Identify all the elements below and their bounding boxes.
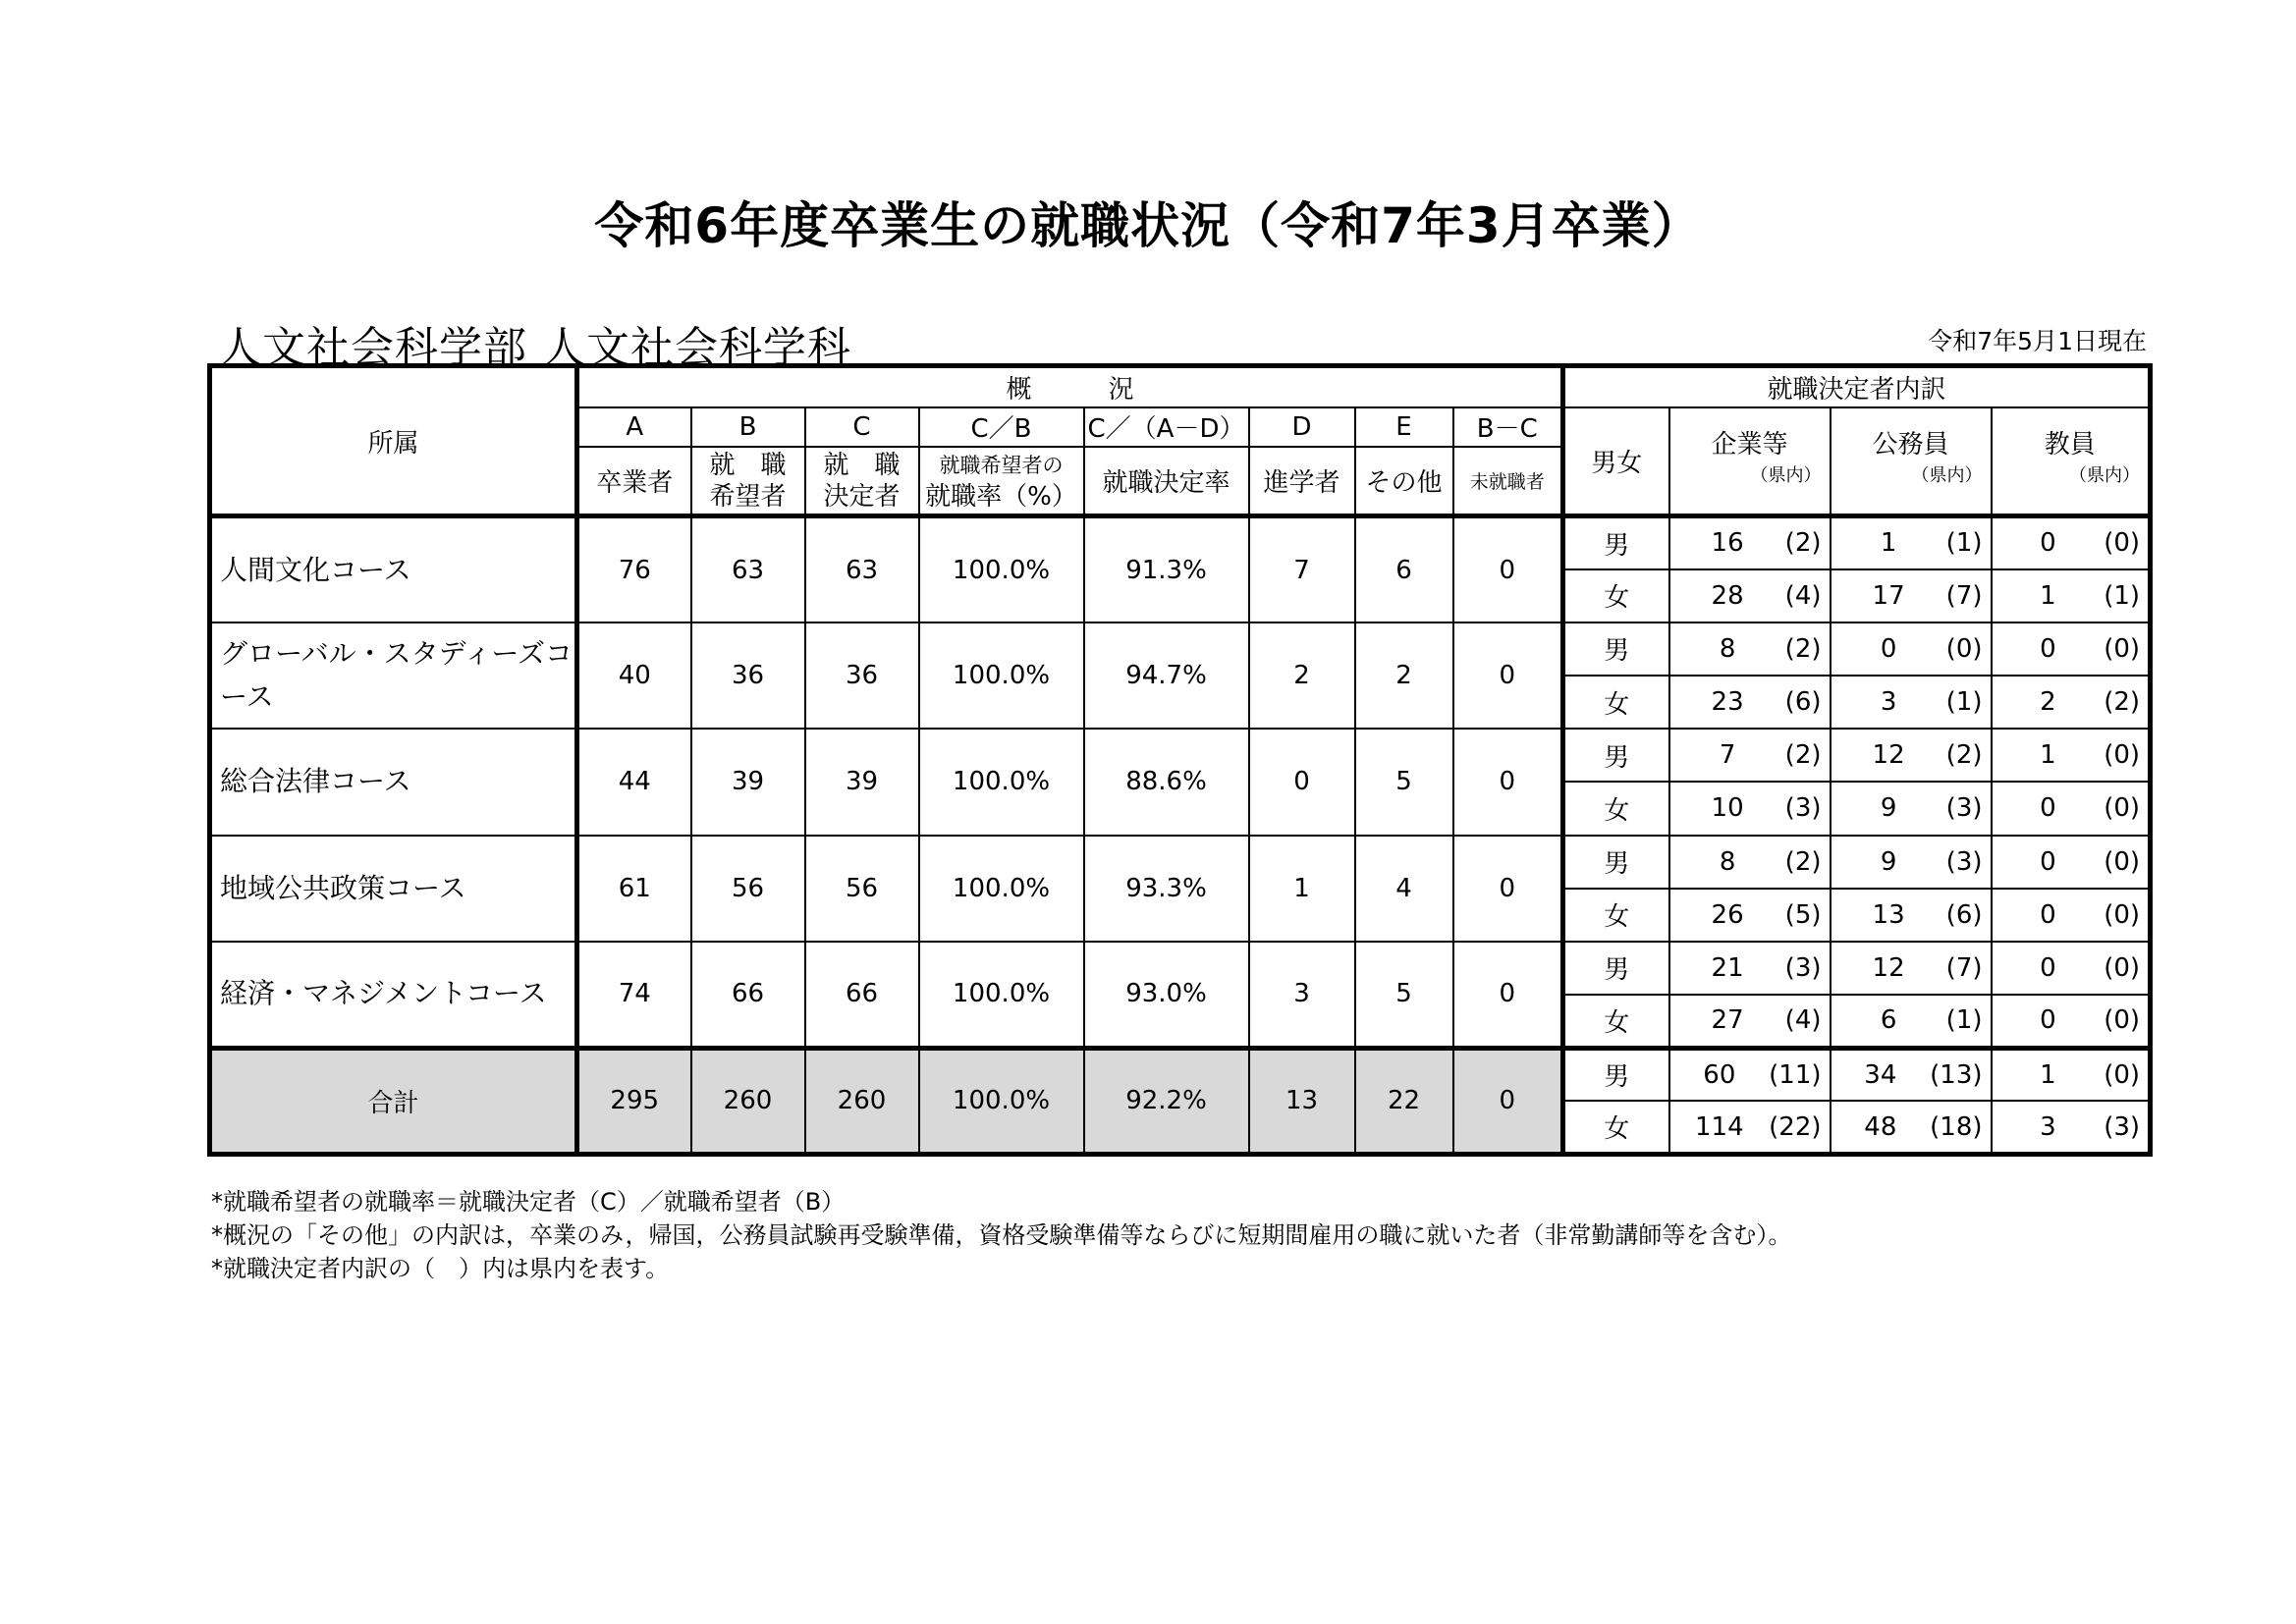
company-pair xyxy=(1670,900,1830,930)
rate-seekers-line1: 就職希望者の xyxy=(939,453,1064,477)
seekers-line1: 就 職 xyxy=(709,450,787,480)
public-pair xyxy=(1831,581,1991,611)
public-in-pref: (0) xyxy=(1945,633,1983,664)
teacher xyxy=(1992,729,2151,782)
header-affiliation: 所属 xyxy=(210,366,577,516)
teacher-in-pref: (3) xyxy=(2104,1111,2141,1142)
teacher-count: 0 xyxy=(2040,793,2056,824)
company-count: 7 xyxy=(1719,740,1736,771)
course-row-male xyxy=(210,623,2151,676)
public xyxy=(1831,516,1992,569)
teacher xyxy=(1992,1048,2151,1101)
public-count: 0 xyxy=(1880,633,1897,664)
header-teacher xyxy=(1992,407,2151,516)
company-count: 10 xyxy=(1711,793,1744,824)
company xyxy=(1669,889,1831,942)
company-count: 26 xyxy=(1711,899,1744,930)
value-further-study: 2 xyxy=(1249,623,1355,729)
label-rate-decided: 就職決定率 xyxy=(1084,447,1249,515)
teacher xyxy=(1992,1101,2151,1154)
teacher-pair xyxy=(1993,793,2149,823)
company xyxy=(1669,516,1831,569)
company-in-pref: （県内） xyxy=(1750,465,1822,487)
company-in-pref: (6) xyxy=(1784,687,1822,718)
teacher-pair xyxy=(1993,740,2149,770)
teacher-count: 0 xyxy=(2040,846,2056,877)
teacher-pair xyxy=(1993,581,2149,611)
value-rate-seekers: 100.0% xyxy=(919,1048,1084,1154)
company xyxy=(1669,836,1831,889)
value-seekers: 260 xyxy=(691,1048,805,1154)
header-overview: 概 況 xyxy=(577,366,1563,407)
public-count: 12 xyxy=(1872,740,1905,771)
employment-table xyxy=(207,363,2153,1157)
public-count: 1 xyxy=(1880,528,1897,559)
value-decided: 39 xyxy=(805,729,919,835)
header-gender: 男女 xyxy=(1563,407,1669,516)
public-pair xyxy=(1831,528,1991,558)
company-in-pref: (4) xyxy=(1784,580,1822,611)
teacher-in-pref: (0) xyxy=(2104,528,2141,559)
teacher-in-pref: （県内） xyxy=(2069,465,2141,487)
company-count: 23 xyxy=(1711,687,1744,718)
label-rate-seekers xyxy=(919,447,1084,515)
value-graduates: 61 xyxy=(577,836,691,942)
teacher-in-pref: (0) xyxy=(2104,846,2141,877)
company-in-pref: (2) xyxy=(1784,528,1822,559)
value-decided: 66 xyxy=(805,942,919,1048)
public-pair xyxy=(1831,1005,1991,1035)
footnote: *就職希望者の就職率＝就職決定者（C）／就職希望者（B） xyxy=(211,1188,846,1216)
value-decided: 56 xyxy=(805,836,919,942)
public-count: 48 xyxy=(1864,1111,1897,1142)
teacher-pair xyxy=(1993,687,2149,717)
company-pair xyxy=(1670,581,1830,611)
header-breakdown: 就職決定者内訳 xyxy=(1563,366,2151,407)
public-pair xyxy=(1831,847,1991,877)
gender-male: 男 xyxy=(1563,942,1669,995)
gender-male: 男 xyxy=(1563,516,1669,569)
code-a: A xyxy=(577,407,691,448)
gender-female: 女 xyxy=(1563,995,1669,1048)
value-unemployed: 0 xyxy=(1453,729,1563,835)
company-count: 27 xyxy=(1711,1005,1744,1036)
teacher xyxy=(1992,942,2151,995)
public xyxy=(1831,942,1992,995)
public-in-pref: (13) xyxy=(1930,1059,1983,1090)
course-row-male xyxy=(210,729,2151,782)
public-pair xyxy=(1831,793,1991,823)
company-label: 企業等 xyxy=(1711,430,1788,460)
public-pair xyxy=(1831,1112,1991,1142)
public-count: 3 xyxy=(1880,687,1897,718)
public xyxy=(1831,676,1992,729)
value-further-study: 7 xyxy=(1249,516,1355,623)
value-other: 6 xyxy=(1355,516,1453,623)
public-in-pref: (18) xyxy=(1930,1111,1983,1142)
company-pair xyxy=(1670,687,1830,717)
company-pair xyxy=(1670,953,1830,983)
value-unemployed: 0 xyxy=(1453,942,1563,1048)
header-company xyxy=(1669,407,1831,516)
company-in-pref: (5) xyxy=(1784,899,1822,930)
value-other: 2 xyxy=(1355,623,1453,729)
footnote: *就職決定者内訳の（ ）内は県内を表す。 xyxy=(211,1255,670,1282)
value-graduates: 40 xyxy=(577,623,691,729)
value-further-study: 1 xyxy=(1249,836,1355,942)
company-in-pref: (2) xyxy=(1784,740,1822,771)
label-other: その他 xyxy=(1355,447,1453,515)
public-count: 9 xyxy=(1880,846,1897,877)
code-cb: C／B xyxy=(919,407,1084,448)
teacher-count: 0 xyxy=(2040,1005,2056,1036)
company-in-pref: (2) xyxy=(1784,846,1822,877)
public-pair xyxy=(1831,1060,1991,1090)
public-in-pref: (6) xyxy=(1945,899,1983,930)
label-unemployed: 未就職者 xyxy=(1453,447,1563,515)
value-unemployed: 0 xyxy=(1453,836,1563,942)
value-seekers: 39 xyxy=(691,729,805,835)
teacher-in-pref: (0) xyxy=(2104,740,2141,771)
company xyxy=(1669,729,1831,782)
value-rate-decided: 91.3% xyxy=(1084,516,1249,623)
company-in-pref: (4) xyxy=(1784,1005,1822,1036)
company xyxy=(1669,569,1831,623)
course-row-male xyxy=(210,516,2151,569)
teacher-pair xyxy=(1993,528,2149,558)
code-b: B xyxy=(691,407,805,448)
public-in-pref: (1) xyxy=(1945,1005,1983,1036)
total-label: 合計 xyxy=(210,1048,577,1154)
teacher-count: 3 xyxy=(2040,1111,2056,1142)
company-in-pref: (3) xyxy=(1784,952,1822,983)
company-pair xyxy=(1670,528,1830,558)
value-further-study: 3 xyxy=(1249,942,1355,1048)
teacher-count: 0 xyxy=(2040,952,2056,983)
course-name: グローバル・スタディーズコース xyxy=(210,623,577,729)
company xyxy=(1669,1101,1831,1154)
public xyxy=(1831,836,1992,889)
teacher-in-pref: (0) xyxy=(2104,1059,2141,1090)
seekers-line2: 希望者 xyxy=(709,481,787,512)
company xyxy=(1669,942,1831,995)
teacher-in-pref: (0) xyxy=(2104,952,2141,983)
teacher-pair xyxy=(1993,634,2149,664)
label-decided xyxy=(805,447,919,515)
course-name: 総合法律コース xyxy=(210,729,577,835)
gender-female: 女 xyxy=(1563,889,1669,942)
public-count: 6 xyxy=(1880,1005,1897,1036)
gender-female: 女 xyxy=(1563,569,1669,623)
decided-line2: 決定者 xyxy=(823,481,901,512)
value-further-study: 0 xyxy=(1249,729,1355,835)
company-count: 21 xyxy=(1711,952,1744,983)
company-count: 8 xyxy=(1719,846,1736,877)
value-graduates: 76 xyxy=(577,516,691,623)
company-pair xyxy=(1670,793,1830,823)
teacher-in-pref: (0) xyxy=(2104,793,2141,824)
value-rate-decided: 92.2% xyxy=(1084,1048,1249,1154)
value-decided: 260 xyxy=(805,1048,919,1154)
value-rate-seekers: 100.0% xyxy=(919,942,1084,1048)
course-name: 地域公共政策コース xyxy=(210,836,577,942)
value-seekers: 56 xyxy=(691,836,805,942)
code-d: D xyxy=(1249,407,1355,448)
value-other: 22 xyxy=(1355,1048,1453,1154)
teacher-pair xyxy=(1993,900,2149,930)
company-count: 114 xyxy=(1695,1111,1744,1142)
decided-line1: 就 職 xyxy=(823,450,901,480)
teacher xyxy=(1992,889,2151,942)
footnotes xyxy=(211,1185,1791,1285)
value-rate-seekers: 100.0% xyxy=(919,516,1084,623)
public xyxy=(1831,623,1992,676)
value-graduates: 44 xyxy=(577,729,691,835)
company-pair xyxy=(1670,1112,1830,1142)
public-count: 12 xyxy=(1872,952,1905,983)
label-seekers xyxy=(691,447,805,515)
footnote: *概況の「その他」の内訳は，卒業のみ，帰国，公務員試験再受験準備，資格受験準備等ならびに短期間雇用の職に就いた者（非常勤講師等を含む）。 xyxy=(211,1221,1792,1249)
value-unemployed: 0 xyxy=(1453,516,1563,623)
teacher-pair xyxy=(1993,847,2149,877)
value-unemployed: 0 xyxy=(1453,1048,1563,1154)
public-pair xyxy=(1831,900,1991,930)
company-in-pref: (2) xyxy=(1784,633,1822,664)
public-in-pref: （県内） xyxy=(1911,465,1983,487)
public xyxy=(1831,889,1992,942)
company-pair xyxy=(1670,1060,1830,1090)
teacher xyxy=(1992,836,2151,889)
teacher-in-pref: (2) xyxy=(2104,687,2141,718)
page-title: 令和6年度卒業生の就職状況（令和7年3月卒業） xyxy=(594,197,1702,254)
teacher-pair xyxy=(1993,1112,2149,1142)
company-in-pref: (11) xyxy=(1769,1059,1822,1090)
public-in-pref: (3) xyxy=(1945,846,1983,877)
value-further-study: 13 xyxy=(1249,1048,1355,1154)
public-in-pref: (1) xyxy=(1945,687,1983,718)
gender-male: 男 xyxy=(1563,729,1669,782)
company-pair xyxy=(1670,1005,1830,1035)
company xyxy=(1669,782,1831,835)
value-rate-seekers: 100.0% xyxy=(919,729,1084,835)
public-in-pref: (2) xyxy=(1945,740,1983,771)
value-other: 4 xyxy=(1355,836,1453,942)
public-count: 9 xyxy=(1880,793,1897,824)
value-graduates: 74 xyxy=(577,942,691,1048)
value-graduates: 295 xyxy=(577,1048,691,1154)
teacher-pair xyxy=(1993,1005,2149,1035)
teacher-count: 1 xyxy=(2040,580,2056,611)
value-rate-decided: 93.0% xyxy=(1084,942,1249,1048)
gender-male: 男 xyxy=(1563,623,1669,676)
teacher-count: 0 xyxy=(2040,899,2056,930)
as-of-date: 令和7年5月1日現在 xyxy=(1928,327,2147,355)
value-decided: 36 xyxy=(805,623,919,729)
public-in-pref: (7) xyxy=(1945,580,1983,611)
course-row-male xyxy=(210,942,2151,995)
value-rate-seekers: 100.0% xyxy=(919,836,1084,942)
teacher-pair xyxy=(1993,953,2149,983)
public-count: 34 xyxy=(1864,1059,1897,1090)
public xyxy=(1831,1101,1992,1154)
teacher-count: 0 xyxy=(2040,633,2056,664)
public xyxy=(1831,569,1992,623)
public-pair xyxy=(1831,740,1991,770)
teacher xyxy=(1992,569,2151,623)
teacher-label: 教員 xyxy=(2044,430,2096,460)
gender-female: 女 xyxy=(1563,1101,1669,1154)
department-heading: 人文社会科学部 人文社会科学科 xyxy=(218,323,851,373)
teacher-count: 1 xyxy=(2040,1059,2056,1090)
course-row-male xyxy=(210,836,2151,889)
teacher xyxy=(1992,623,2151,676)
gender-female: 女 xyxy=(1563,676,1669,729)
teacher-in-pref: (0) xyxy=(2104,899,2141,930)
company-count: 28 xyxy=(1711,580,1744,611)
teacher-count: 0 xyxy=(2040,528,2056,559)
total-row-male xyxy=(210,1048,2151,1101)
public-pair xyxy=(1831,634,1991,664)
teacher xyxy=(1992,516,2151,569)
teacher-in-pref: (0) xyxy=(2104,633,2141,664)
teacher xyxy=(1992,676,2151,729)
code-bc: B－C xyxy=(1453,407,1563,448)
company-pair xyxy=(1670,740,1830,770)
label-further-study: 進学者 xyxy=(1249,447,1355,515)
value-other: 5 xyxy=(1355,729,1453,835)
header-public xyxy=(1831,407,1992,516)
value-rate-decided: 94.7% xyxy=(1084,623,1249,729)
teacher xyxy=(1992,995,2151,1048)
company-count: 16 xyxy=(1711,528,1744,559)
value-rate-seekers: 100.0% xyxy=(919,623,1084,729)
public-count: 13 xyxy=(1872,899,1905,930)
teacher-pair xyxy=(1993,1060,2149,1090)
public xyxy=(1831,1048,1992,1101)
company xyxy=(1669,676,1831,729)
public-in-pref: (3) xyxy=(1945,793,1983,824)
company-count: 8 xyxy=(1719,633,1736,664)
public xyxy=(1831,782,1992,835)
label-graduates: 卒業者 xyxy=(577,447,691,515)
public xyxy=(1831,729,1992,782)
gender-female: 女 xyxy=(1563,782,1669,835)
company xyxy=(1669,1048,1831,1101)
gender-male: 男 xyxy=(1563,1048,1669,1101)
teacher-count: 1 xyxy=(2040,740,2056,771)
teacher-count: 2 xyxy=(2040,687,2056,718)
rate-seekers-line2: 就職率（%） xyxy=(925,481,1077,512)
teacher-in-pref: (1) xyxy=(2104,580,2141,611)
code-c: C xyxy=(805,407,919,448)
public-pair xyxy=(1831,953,1991,983)
course-name: 経済・マネジメントコース xyxy=(210,942,577,1048)
company-pair xyxy=(1670,847,1830,877)
value-unemployed: 0 xyxy=(1453,623,1563,729)
table-body xyxy=(210,516,2151,1155)
company xyxy=(1669,995,1831,1048)
value-seekers: 36 xyxy=(691,623,805,729)
value-seekers: 63 xyxy=(691,516,805,623)
company-pair xyxy=(1670,634,1830,664)
value-seekers: 66 xyxy=(691,942,805,1048)
gender-male: 男 xyxy=(1563,836,1669,889)
public-pair xyxy=(1831,687,1991,717)
course-name: 人間文化コース xyxy=(210,516,577,623)
company-in-pref: (22) xyxy=(1769,1111,1822,1142)
teacher xyxy=(1992,782,2151,835)
value-rate-decided: 88.6% xyxy=(1084,729,1249,835)
table-header xyxy=(210,366,2151,516)
value-other: 5 xyxy=(1355,942,1453,1048)
company-in-pref: (3) xyxy=(1784,793,1822,824)
teacher-in-pref: (0) xyxy=(2104,1005,2141,1036)
public-label: 公務員 xyxy=(1872,430,1949,460)
company-count: 60 xyxy=(1703,1059,1736,1090)
public xyxy=(1831,995,1992,1048)
value-decided: 63 xyxy=(805,516,919,623)
code-e: E xyxy=(1355,407,1453,448)
public-count: 17 xyxy=(1872,580,1905,611)
company xyxy=(1669,623,1831,676)
value-rate-decided: 93.3% xyxy=(1084,836,1249,942)
public-in-pref: (1) xyxy=(1945,528,1983,559)
public-in-pref: (7) xyxy=(1945,952,1983,983)
code-cad: C／（A－D） xyxy=(1084,407,1249,448)
